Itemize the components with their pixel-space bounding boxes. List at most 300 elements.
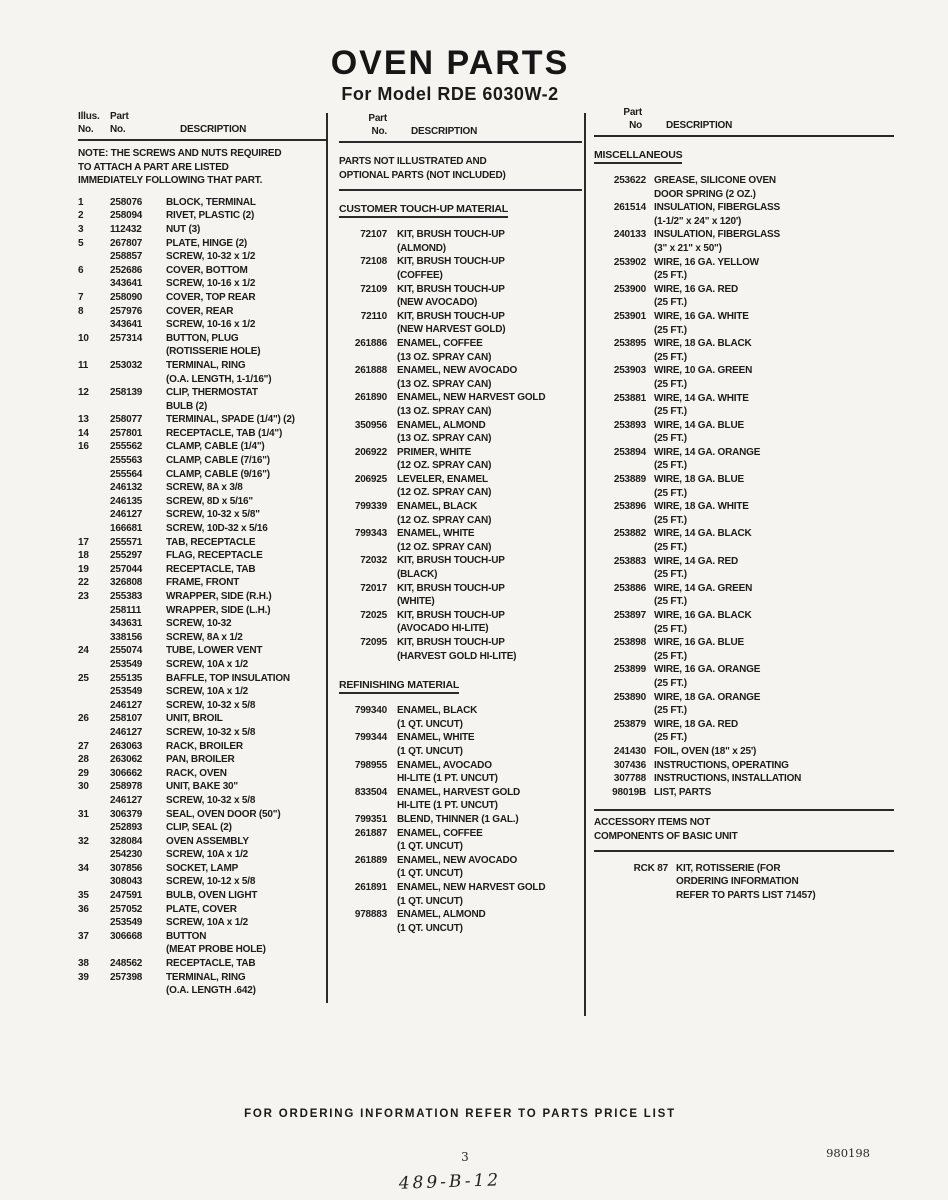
- part-description: [654, 283, 894, 310]
- table-row: [78, 481, 326, 495]
- table-row: [78, 862, 326, 876]
- part-no: 257801: [110, 427, 143, 439]
- illus-no: 38: [78, 958, 89, 970]
- section-title-customer-touch-up: CUSTOMER TOUCH-UP MATERIAL: [339, 203, 508, 218]
- part-description: [397, 419, 582, 446]
- part-description: [654, 609, 894, 636]
- description-line: (COFFEE): [397, 269, 443, 281]
- table-row: [594, 718, 894, 745]
- description-line: WIRE, 16 GA. BLUE: [654, 637, 744, 649]
- table-row: [339, 364, 582, 391]
- table-row: [78, 658, 326, 672]
- description-line: (1-1/2" x 24" x 120'): [654, 215, 742, 227]
- part-no: 258077: [110, 414, 143, 426]
- text-line: PARTS NOT ILLUSTRATED AND: [339, 156, 487, 167]
- description-line: RECEPTACLE, TAB (1/4"): [166, 427, 283, 439]
- part-description: [166, 237, 326, 251]
- table-row: [78, 916, 326, 930]
- part-no: 263063: [110, 740, 143, 752]
- part-no: 206925: [354, 473, 387, 485]
- table-row: [78, 753, 326, 767]
- table-row: [594, 174, 894, 201]
- table-row: [339, 391, 582, 418]
- illus-no: 28: [78, 754, 89, 766]
- part-no: 241430: [613, 745, 646, 757]
- table-row: [78, 808, 326, 822]
- table-row: [78, 590, 326, 604]
- description-line: (25 FT.): [654, 542, 687, 554]
- description-line: (25 FT.): [654, 460, 687, 472]
- table-row: [594, 691, 894, 718]
- description-line: INSTRUCTIONS, OPERATING: [654, 759, 789, 771]
- description-line: SCREW, 10-32 x 5/8: [166, 726, 256, 738]
- table-row: [339, 731, 582, 758]
- part-no: 253032: [110, 359, 143, 371]
- part-description: [166, 753, 326, 767]
- part-no: 799339: [354, 501, 387, 513]
- table-row: [78, 277, 326, 291]
- illus-no: [78, 250, 104, 264]
- table-row: [78, 685, 326, 699]
- part-no: 72032: [360, 555, 387, 567]
- description-line: (13 OZ. SPRAY CAN): [397, 351, 492, 363]
- part-description: [654, 772, 894, 786]
- part-description: [654, 473, 894, 500]
- description-line: PLATE, HINGE (2): [166, 237, 248, 249]
- part-no: 257044: [110, 563, 143, 575]
- illus-no: 30: [78, 781, 89, 793]
- table-row: [78, 250, 326, 264]
- part-no: 253897: [613, 610, 646, 621]
- table-row: [339, 786, 582, 813]
- col1-header-no1: No.: [78, 124, 94, 135]
- description-line: WRAPPER, SIDE (R.H.): [166, 591, 272, 602]
- part-description: [166, 359, 326, 386]
- description-line: (25 FT.): [654, 677, 687, 689]
- part-description: [654, 310, 894, 337]
- part-no: 253898: [613, 637, 646, 649]
- description-line: ENAMEL, NEW AVOCADO: [397, 365, 518, 377]
- part-no: 255563: [110, 455, 143, 467]
- column-divider-right: [584, 113, 586, 1016]
- part-no: 253896: [613, 501, 646, 513]
- part-description: [166, 685, 326, 699]
- part-description: [166, 563, 326, 577]
- description-line: WIRE, 14 GA. BLACK: [654, 528, 752, 540]
- table-row: [339, 609, 582, 636]
- illus-no: [78, 821, 104, 835]
- part-no: 257052: [110, 903, 143, 915]
- illus-no: 22: [78, 577, 89, 589]
- part-no: 253895: [613, 338, 646, 350]
- part-no: 255564: [110, 468, 143, 480]
- description-line: ENAMEL, NEW AVOCADO: [397, 854, 518, 866]
- part-description: [397, 337, 582, 364]
- description-line: PLATE, COVER: [166, 903, 237, 915]
- col3-header-part: Part: [623, 107, 642, 118]
- part-description: [166, 957, 326, 971]
- table-row: [78, 305, 326, 319]
- part-description: [397, 582, 582, 609]
- table-row: [339, 446, 582, 473]
- description-line: RACK, BROILER: [166, 740, 243, 752]
- description-line: (25 FT.): [654, 732, 687, 744]
- illus-no: 31: [78, 808, 89, 820]
- part-no: 306662: [110, 767, 143, 779]
- table-row: [594, 609, 894, 636]
- description-line: WIRE, 18 GA. WHITE: [654, 501, 749, 513]
- table-row: [78, 835, 326, 849]
- description-line: SCREW, 8D x 5/16": [166, 495, 253, 507]
- description-line: SCREW, 10-16 x 1/2: [166, 278, 256, 290]
- part-no: 246135: [110, 495, 143, 507]
- description-line: (25 FT.): [654, 297, 687, 309]
- part-description: [166, 209, 326, 223]
- description-line: SCREW, 8A x 1/2: [166, 631, 243, 643]
- illus-no: [78, 495, 104, 509]
- part-no: 255562: [110, 441, 143, 453]
- illus-no: [78, 468, 104, 482]
- illus-no: [78, 522, 104, 536]
- table-row: [339, 310, 582, 337]
- description-line: WIRE, 18 GA. BLACK: [654, 338, 752, 350]
- table-row: [339, 255, 582, 282]
- part-no: 258090: [110, 291, 143, 303]
- table-row: [78, 427, 326, 441]
- part-description: [676, 862, 894, 903]
- part-description: [397, 813, 582, 827]
- table-row: [78, 454, 326, 468]
- description-line: HI-LITE (1 PT. UNCUT): [397, 800, 498, 812]
- part-description: [166, 672, 326, 686]
- description-line: (1 QT. UNCUT): [397, 895, 463, 907]
- part-no: 261889: [354, 854, 387, 866]
- table-row: [78, 794, 326, 808]
- description-line: ENAMEL, AVOCADO: [397, 759, 492, 771]
- part-description: [654, 201, 894, 228]
- illus-no: 7: [78, 291, 84, 303]
- handwritten-note: 489-B-12: [398, 1170, 502, 1194]
- part-description: [166, 699, 326, 713]
- description-line: (12 OZ. SPRAY CAN): [397, 514, 492, 526]
- description-line: (25 FT.): [654, 596, 687, 608]
- description-line: BULB, OVEN LIGHT: [166, 890, 258, 902]
- part-description: [654, 663, 894, 690]
- part-no: 253549: [110, 658, 143, 670]
- part-no: 166681: [110, 523, 143, 535]
- illus-no: 13: [78, 414, 89, 426]
- part-description: [166, 590, 326, 604]
- screws-note: [78, 147, 326, 188]
- part-no: 343631: [110, 618, 143, 630]
- illus-no: 17: [78, 536, 89, 548]
- part-no: 253549: [110, 917, 143, 929]
- description-line: ENAMEL, NEW HARVEST GOLD: [397, 392, 546, 404]
- accessory-rows: [594, 862, 894, 903]
- description-line: COVER, REAR: [166, 305, 234, 317]
- table-row: [594, 392, 894, 419]
- part-description: [654, 446, 894, 473]
- illus-no: [78, 794, 104, 808]
- part-no: 255571: [110, 536, 143, 548]
- part-no: 798955: [354, 759, 387, 771]
- part-no: 258139: [110, 387, 143, 399]
- part-description: [397, 364, 582, 391]
- description-line: (13 OZ. SPRAY CAN): [397, 433, 492, 445]
- illus-no: 35: [78, 890, 89, 902]
- col3-header-no: No: [629, 120, 642, 131]
- illus-no: 3: [78, 223, 84, 235]
- part-description: [166, 522, 326, 536]
- illus-no: [78, 916, 104, 930]
- column-illustrated-parts: [78, 110, 326, 998]
- description-line: (MEAT PROBE HOLE): [166, 944, 266, 956]
- part-description: [166, 264, 326, 278]
- description-line: KIT, BRUSH TOUCH-UP: [397, 637, 505, 648]
- part-no: 253902: [613, 256, 646, 268]
- description-line: COVER, TOP REAR: [166, 291, 256, 303]
- illus-no: [78, 481, 104, 495]
- part-description: [397, 527, 582, 554]
- description-line: INSULATION, FIBERGLASS: [654, 229, 780, 241]
- part-no: 267807: [110, 237, 143, 249]
- part-no: 253903: [613, 365, 646, 377]
- text-line: NOTE: THE SCREWS AND NUTS REQUIRED: [78, 148, 282, 159]
- table-row: [78, 196, 326, 210]
- description-line: (25 FT.): [654, 623, 687, 635]
- text-line: ACCESSORY ITEMS NOT: [594, 817, 711, 829]
- table-row: [78, 631, 326, 645]
- part-description: [654, 555, 894, 582]
- part-no: 258076: [110, 196, 143, 208]
- part-description: [166, 549, 326, 563]
- part-description: [166, 536, 326, 550]
- illus-no: [78, 658, 104, 672]
- part-description: [166, 712, 326, 726]
- part-description: [166, 767, 326, 781]
- description-line: NUT (3): [166, 223, 201, 235]
- part-no: 306668: [110, 930, 143, 942]
- illus-no: [78, 875, 104, 889]
- part-no: 263062: [110, 754, 143, 766]
- part-no: 261888: [354, 365, 387, 377]
- part-no: 253889: [613, 474, 646, 486]
- illus-no: 25: [78, 672, 89, 684]
- part-no: 308043: [110, 876, 143, 888]
- part-description: [166, 821, 326, 835]
- part-description: [166, 427, 326, 441]
- table-row: [78, 672, 326, 686]
- part-no: 255074: [110, 645, 143, 657]
- part-no: 258978: [110, 781, 143, 793]
- part-no: 350956: [354, 419, 387, 431]
- description-line: SCREW, 10-12 x 5/8: [166, 876, 256, 888]
- description-line: KIT, BRUSH TOUCH-UP: [397, 555, 505, 567]
- description-line: WIRE, 14 GA. BLUE: [654, 419, 744, 431]
- part-description: [397, 908, 582, 935]
- illus-no: 18: [78, 550, 89, 562]
- illus-no: [78, 454, 104, 468]
- col1-header-illus: Illus.: [78, 111, 100, 122]
- part-no: 112432: [110, 223, 142, 235]
- col1-header-description: DESCRIPTION: [180, 124, 247, 135]
- description-line: (25 FT.): [654, 433, 687, 445]
- part-no: 253893: [613, 419, 646, 431]
- illus-no: 14: [78, 427, 89, 439]
- part-description: [654, 691, 894, 718]
- table-row: [78, 209, 326, 223]
- touch-up-rows: [339, 228, 582, 663]
- part-no: 98019B: [612, 786, 646, 798]
- col1-header: [78, 110, 326, 141]
- table-row: [78, 549, 326, 563]
- part-description: [397, 391, 582, 418]
- illus-no: 19: [78, 563, 89, 575]
- description-line: ENAMEL, BLACK: [397, 705, 478, 717]
- part-description: [397, 446, 582, 473]
- part-no: 72110: [360, 310, 387, 322]
- part-description: [654, 419, 894, 446]
- part-no: 253549: [110, 686, 143, 698]
- illus-no: 34: [78, 862, 89, 874]
- description-line: (1 QT. UNCUT): [397, 745, 463, 757]
- part-description: [166, 576, 326, 590]
- part-no: 72108: [360, 256, 387, 268]
- part-no: 253622: [613, 175, 646, 186]
- illus-no: 11: [78, 359, 89, 371]
- part-description: [166, 740, 326, 754]
- table-row: [616, 862, 894, 903]
- part-description: [654, 636, 894, 663]
- description-line: OVEN ASSEMBLY: [166, 835, 249, 847]
- illus-no: [78, 685, 104, 699]
- table-row: [78, 522, 326, 536]
- part-description: [166, 454, 326, 468]
- part-description: [654, 364, 894, 391]
- part-no: 253894: [613, 446, 646, 458]
- column-not-illustrated-parts: [339, 112, 582, 935]
- description-line: RECEPTACLE, TAB: [166, 958, 256, 970]
- description-line: DOOR SPRING (2 OZ.): [654, 188, 756, 200]
- description-line: BUTTON: [166, 930, 207, 942]
- description-line: WIRE, 16 GA. YELLOW: [654, 256, 759, 268]
- table-row: [78, 495, 326, 509]
- table-row: [78, 318, 326, 332]
- description-line: WIRE, 14 GA. GREEN: [654, 582, 753, 594]
- part-description: [654, 392, 894, 419]
- part-description: [397, 228, 582, 255]
- illus-no: 32: [78, 835, 89, 847]
- part-description: [654, 527, 894, 554]
- illus-no: 24: [78, 645, 89, 657]
- part-description: [166, 658, 326, 672]
- description-line: COVER, BOTTOM: [166, 264, 248, 276]
- table-row: [339, 582, 582, 609]
- part-no: 255383: [110, 591, 143, 602]
- part-no: 833504: [354, 786, 387, 798]
- part-no: 72107: [360, 229, 387, 241]
- table-row: [78, 563, 326, 577]
- section-title-refinishing: REFINISHING MATERIAL: [339, 679, 459, 694]
- description-line: ENAMEL, COFFEE: [397, 827, 483, 839]
- description-line: LIST, PARTS: [654, 786, 712, 798]
- description-line: (25 FT.): [654, 487, 687, 499]
- part-no: 252893: [110, 822, 143, 834]
- table-row: [339, 283, 582, 310]
- part-no: 328084: [110, 835, 143, 847]
- part-description: [397, 704, 582, 731]
- table-row: [78, 468, 326, 482]
- table-row: [594, 446, 894, 473]
- description-line: SCREW, 8A x 3/8: [166, 482, 243, 494]
- illus-no: 26: [78, 713, 89, 725]
- part-no: 261887: [354, 827, 387, 839]
- section-title-miscellaneous: MISCELLANEOUS: [594, 149, 682, 164]
- description-line: (WHITE): [397, 596, 435, 608]
- illus-no: 37: [78, 930, 89, 942]
- miscellaneous-rows: [594, 174, 894, 799]
- text-line: TO ATTACH A PART ARE LISTED: [78, 161, 229, 173]
- table-row: [594, 555, 894, 582]
- table-row: [594, 636, 894, 663]
- table-row: [594, 745, 894, 759]
- col2-header-part: Part: [368, 113, 387, 124]
- part-description: [654, 786, 894, 800]
- part-no: 258857: [110, 251, 143, 263]
- table-row: [339, 473, 582, 500]
- table-row: [339, 827, 582, 854]
- table-row: [339, 500, 582, 527]
- description-line: UNIT, BAKE 30": [166, 781, 238, 793]
- table-row: [78, 604, 326, 618]
- part-no: 254230: [110, 849, 143, 861]
- part-no: 206922: [354, 446, 387, 458]
- part-description: [166, 875, 326, 889]
- description-line: (25 FT.): [654, 650, 687, 662]
- description-line: SCREW, 10A x 1/2: [166, 917, 249, 929]
- part-description: [166, 305, 326, 319]
- description-line: (1 QT. UNCUT): [397, 922, 463, 934]
- part-description: [166, 617, 326, 631]
- part-description: [654, 337, 894, 364]
- part-no: 306379: [110, 808, 143, 820]
- col1-header-no2: No.: [110, 124, 126, 135]
- part-no: 246127: [110, 726, 143, 738]
- part-no: 253899: [613, 664, 646, 676]
- part-no: 246127: [110, 699, 143, 711]
- description-line: FOIL, OVEN (18" x 25'): [654, 745, 757, 757]
- part-no: 246127: [110, 794, 143, 806]
- description-line: SEAL, OVEN DOOR (50"): [166, 808, 281, 820]
- description-line: (NEW AVOCADO): [397, 297, 478, 309]
- part-description: [166, 862, 326, 876]
- description-line: KIT, BRUSH TOUCH-UP: [397, 229, 505, 241]
- table-row: [78, 930, 326, 957]
- description-line: WIRE, 16 GA. ORANGE: [654, 664, 761, 676]
- description-line: INSTRUCTIONS, INSTALLATION: [654, 773, 802, 785]
- description-line: BLOCK, TERMINAL: [166, 196, 256, 208]
- illus-no: [78, 726, 104, 740]
- table-row: [594, 283, 894, 310]
- illus-no: 8: [78, 305, 84, 317]
- page-number: 3: [461, 1150, 469, 1164]
- col2-header-description: DESCRIPTION: [411, 126, 478, 137]
- page-title: OVEN PARTS: [330, 44, 570, 82]
- part-no: 258111: [110, 604, 142, 616]
- description-line: (25 FT.): [654, 324, 687, 336]
- table-row: [594, 759, 894, 773]
- part-description: [166, 780, 326, 794]
